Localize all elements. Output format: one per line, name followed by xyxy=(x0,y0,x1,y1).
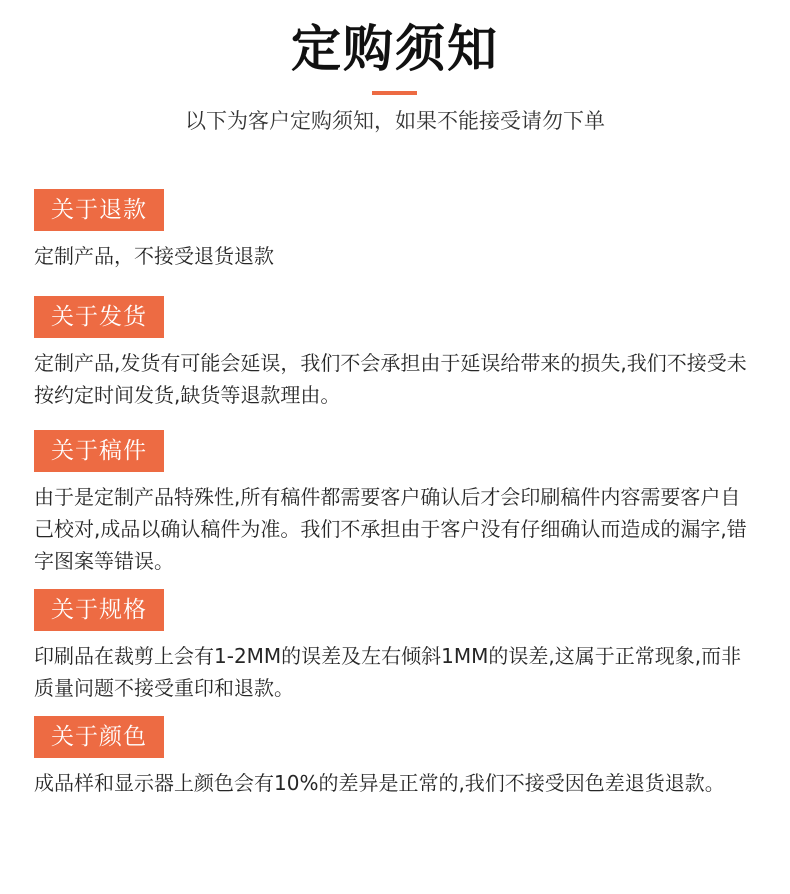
section-text-specifications: 印刷品在裁剪上会有1-2MM的误差及左右倾斜1MM的误差,这属于正常现象,而非质量问题不接受重印和退款。 xyxy=(34,644,742,700)
section-heading-refund: 关于退款 xyxy=(34,189,164,231)
section-text-refund: 定制产品，不接受退货退款 xyxy=(34,244,274,268)
section-color xyxy=(34,716,758,799)
section-refund xyxy=(34,189,758,272)
section-artwork xyxy=(34,430,758,577)
section-text-color: 成品样和显示器上颜色会有10%的差异是正常的,我们不接受因色差退货退款。 xyxy=(34,771,725,795)
section-text-shipping: 定制产品,发货有可能会延误，我们不会承担由于延误给带来的损失,我们不接受未按约定时间发货,缺货等退款理由。 xyxy=(34,351,747,407)
section-heading-specifications: 关于规格 xyxy=(34,589,164,631)
page-title: 定购须知 xyxy=(291,20,499,78)
section-heading-artwork: 关于稿件 xyxy=(34,430,164,472)
section-shipping xyxy=(34,296,758,411)
section-specifications xyxy=(34,589,758,704)
section-heading-shipping: 关于发货 xyxy=(34,296,164,338)
section-text-artwork: 由于是定制产品特殊性,所有稿件都需要客户确认后才会印刷稿件内容需要客户自己校对,成品以确认稿件为准。我们不承担由于客户没有仔细确认而造成的漏字,错字图案等错误。 xyxy=(34,485,747,573)
section-heading-color: 关于颜色 xyxy=(34,716,164,758)
page-subtitle: 以下为客户定购须知，如果不能接受请勿下单 xyxy=(185,109,605,133)
title-accent-rule xyxy=(372,91,417,95)
